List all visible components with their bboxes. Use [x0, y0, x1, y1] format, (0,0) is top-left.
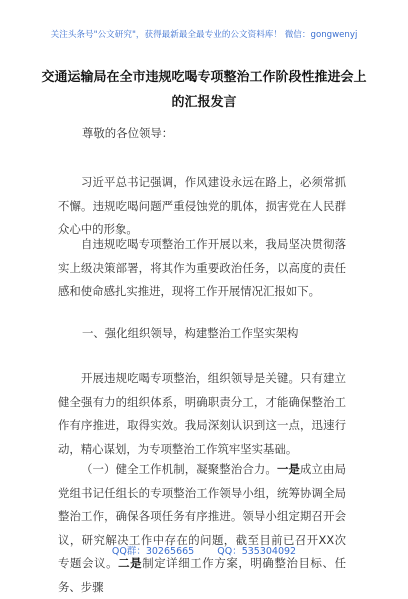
point-two-label: 二是 — [118, 556, 143, 570]
subheading-1: （一）健全工作机制，凝聚整治合力。 — [81, 462, 277, 476]
paragraph-3: 开展违规吃喝专项整治，组织领导是关键。只有建立健全强有力的组织体系，明确职责分工，才能确保整治工作有序推进，取得实效。我局深刻认识到这一点，迅速行动，精心谋划，为专项整治工作筑牢坚实基础。 — [58, 371, 346, 456]
header-note: 关注头条号"公文研究"，获得最新最全最专业的公文资料库！ 微信：gongwenyj — [50, 30, 358, 40]
paragraph-2: 自违规吃喝专项整治工作开展以来，我局坚决贯彻落实上级决策部署，将其作为重要政治任务，以高度的责任感和使命感扎实推进，现将工作开展情况汇报如下。 — [58, 237, 346, 298]
footer-qq-group: QQ群：30265665 — [111, 546, 195, 557]
document-title: 交通运输局在全市违规吃喝专项整治工作阶段性推进会上的汇报发言 — [41, 70, 367, 110]
section-heading-1: 一、强化组织领导，构建整治工作坚实架构 — [82, 326, 299, 340]
point-two-text: 制定详细工作方案，明确整治目标、任务、步骤 — [58, 556, 346, 594]
paragraph-1: 习近平总书记强调，作风建设永远在路上，必须常抓不懈。违规吃喝问题严重侵蚀党的肌体，损害党在人民群众心中的形象。 — [58, 175, 346, 236]
point-one-text: 成立由局党组书记任组长的专项整治工作领导小组，统筹协调全局整治工作，确保各项任务有序推进。领导小组定期召开会议，研究解决工作中存在的问题，截至目前已召开XX次专题会议。 — [58, 462, 346, 570]
footer-qq: QQ：535304092 — [217, 546, 297, 557]
salutation: 尊敬的各位领导： — [82, 126, 174, 140]
point-one-label: 一是 — [276, 462, 300, 476]
footer-contact — [0, 543, 408, 557]
